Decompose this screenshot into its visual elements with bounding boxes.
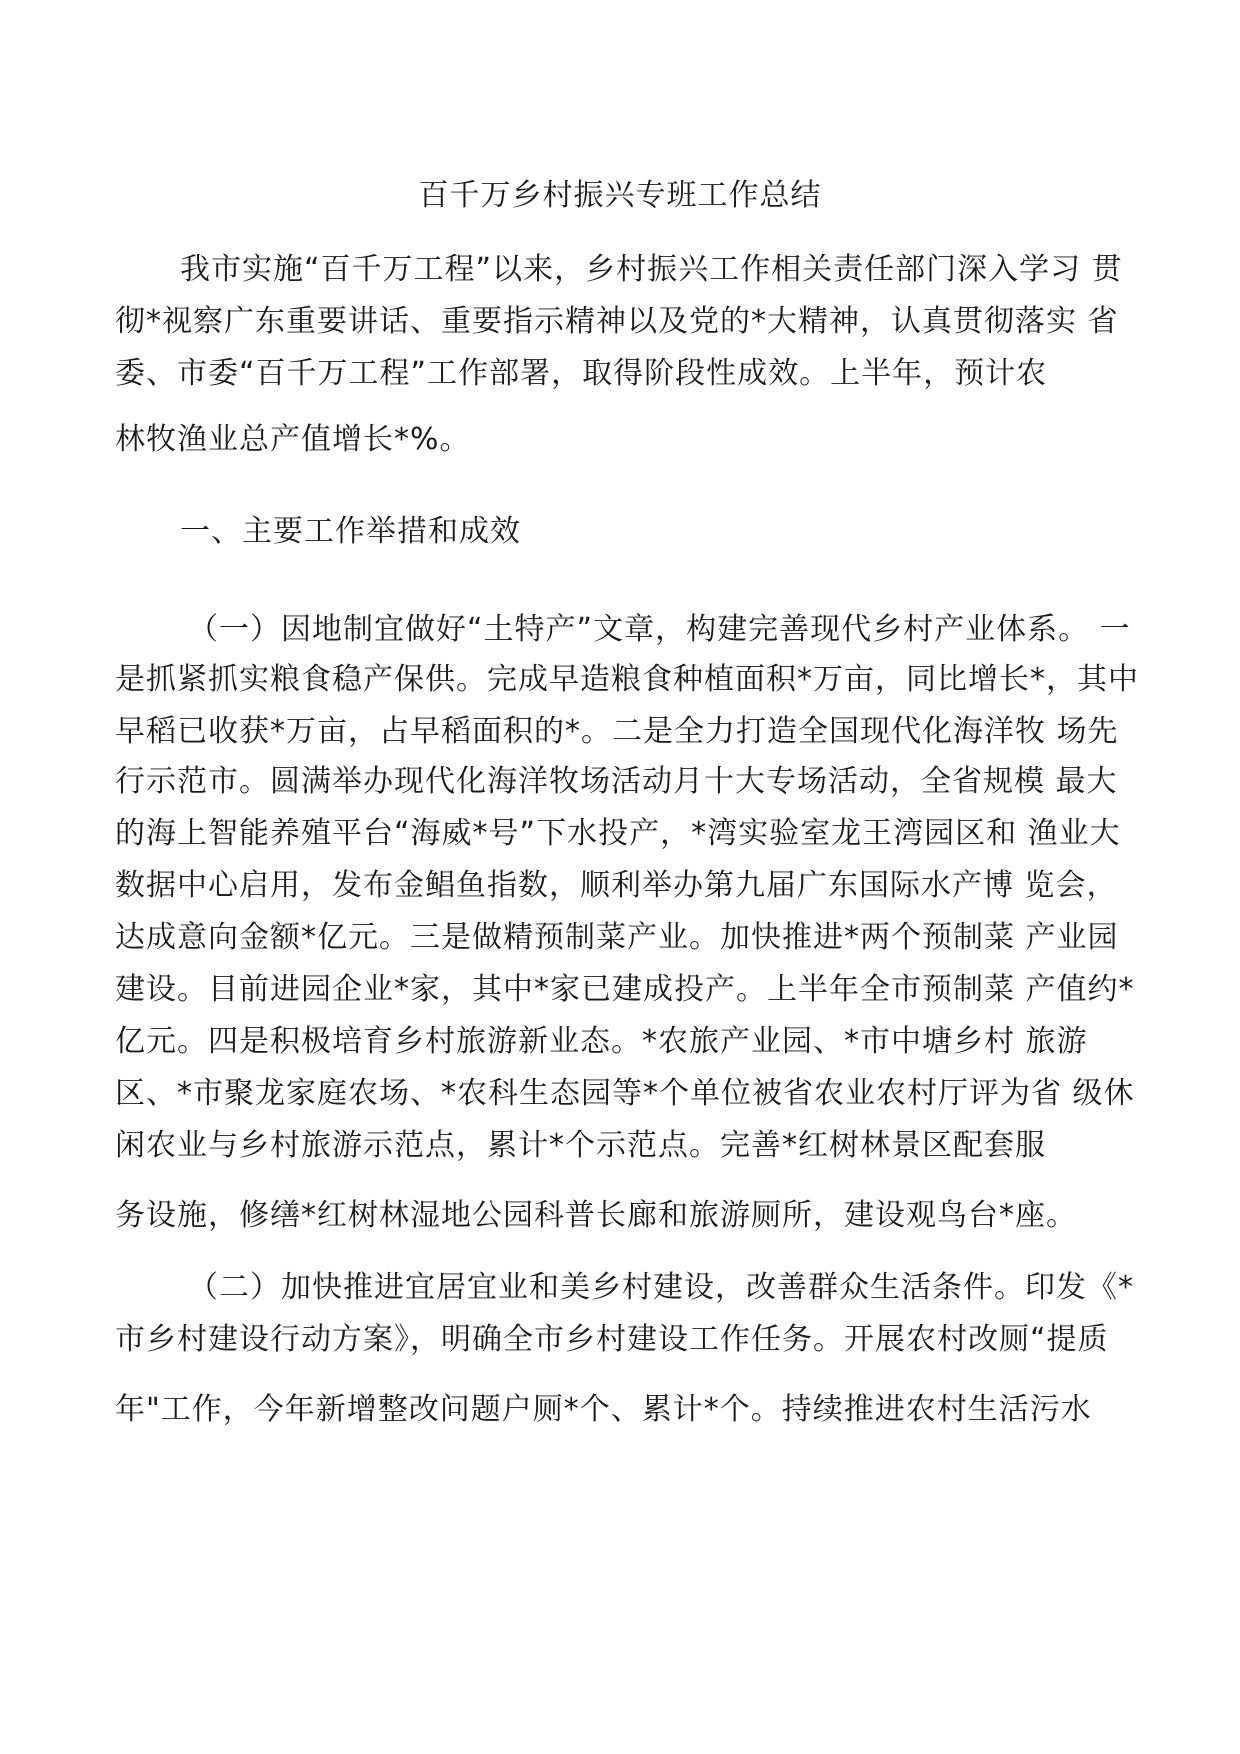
para1-line-12: 务设施，修缮*红树林湿地公园科普长廊和旅游厕所，建设观鸟台*座。 <box>115 1198 1077 1233</box>
para2-line-3: 年"工作，今年新增整改问题户厕*个、累计*个。持续推进农村生活污水 <box>115 1392 1092 1427</box>
intro-line-3: 委、市委“百千万工程”工作部署，取得阶段性成效。上半年，预计农 <box>115 356 1048 391</box>
para1-line-6: 数据中心启用，发布金鲳鱼指数，顺利举办第九届广东国际水产博 览会， <box>115 868 1118 903</box>
intro-line-1: 我市实施“百千万工程”以来，乡村振兴工作相关责任部门深入学习 贯 <box>180 252 1123 287</box>
para1-line-11: 闲农业与乡村旅游示范点，累计*个示范点。完善*红树林景区配套服 <box>115 1128 1046 1163</box>
section-heading: 一、主要工作举措和成效 <box>180 514 521 549</box>
para2-line-1: （二）加快推进宜居宜业和美乡村建设，改善群众生活条件。印发《* <box>188 1270 1134 1305</box>
para1-line-10: 区、*市聚龙家庭农场、*农科生态园等*个单位被省农业农村厅评为省 级休 <box>115 1076 1135 1111</box>
para1-line-5: 的海上智能养殖平台“海威*号”下水投产，*湾实验室龙王湾园区和 渔业大 <box>115 816 1121 851</box>
intro-line-2: 彻*视察广东重要讲话、重要指示精神以及党的*大精神，认真贯彻落实 省 <box>115 304 1119 339</box>
para2-line-2: 市乡村建设行动方案》，明确全市乡村建设工作任务。开展农村改厕“提质 <box>115 1322 1109 1357</box>
para1-line-2: 是抓紧抓实粮食稳产保供。完成早造粮食种植面积*万亩，同比增长*，其中 <box>115 662 1139 697</box>
para1-line-3: 早稻已收获*万亩，占早稻面积的*。二是全力打造全国现代化海洋牧 场先 <box>115 714 1119 749</box>
para1-line-9: 亿元。四是积极培育乡村旅游新业态。*农旅产业园、*市中塘乡村 旅游 <box>115 1024 1088 1059</box>
para1-line-1: （一）因地制宜做好“土特产”文章，构建完善现代乡村产业体系。 一 <box>188 612 1131 647</box>
para1-line-8: 建设。目前进园企业*家，其中*家已建成投产。上半年全市预制菜 产值约* <box>115 972 1135 1007</box>
para1-line-4: 行示范市。圆满举办现代化海洋牧场活动月十大专场活动，全省规模 最大 <box>115 764 1118 799</box>
document-title: 百千万乡村振兴专班工作总结 <box>418 178 822 213</box>
intro-line-4: 林牧渔业总产值增长*%。 <box>115 422 471 457</box>
para1-line-7: 达成意向金额*亿元。三是做精预制菜产业。加快推进*两个预制菜 产业园 <box>115 920 1119 955</box>
